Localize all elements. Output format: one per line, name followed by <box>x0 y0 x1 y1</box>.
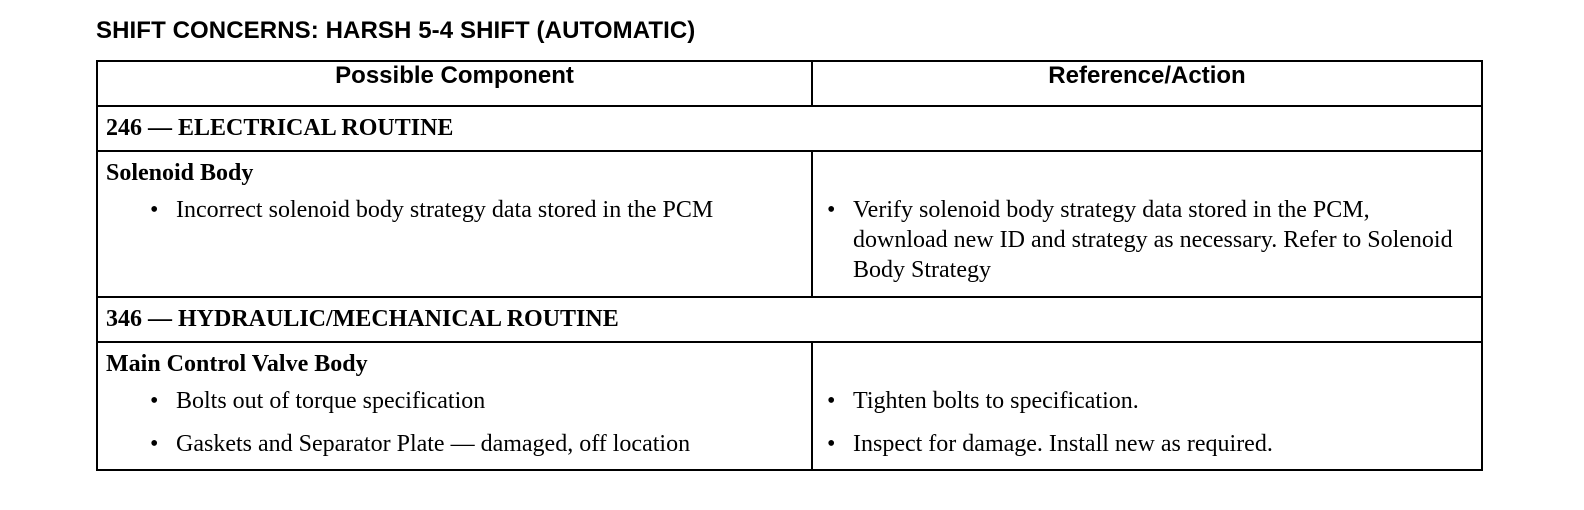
column-header-action: Reference/Action <box>812 61 1482 106</box>
action-text: Inspect for damage. Install new as required. <box>853 431 1273 457</box>
shift-concerns-table <box>96 60 1483 471</box>
list-item <box>98 386 811 416</box>
bullet-icon: • <box>150 388 159 414</box>
list-item <box>98 195 811 225</box>
list-item <box>98 429 811 459</box>
cause-text: Gaskets and Separator Plate — damaged, off location <box>176 431 691 457</box>
bullet-icon: • <box>827 197 836 223</box>
column-header-component: Possible Component <box>97 61 812 106</box>
bullet-icon: • <box>827 388 836 414</box>
component-cell <box>97 342 812 470</box>
section-heading-electrical: 246 — ELECTRICAL ROUTINE <box>97 106 1482 151</box>
list-item <box>813 429 1481 459</box>
component-cell <box>97 151 812 297</box>
table-header-row <box>97 61 1482 106</box>
cause-text: Bolts out of torque specification <box>176 388 486 414</box>
bullet-icon: • <box>150 197 159 223</box>
list-item <box>813 386 1481 416</box>
action-cell <box>812 151 1482 297</box>
table-row <box>97 342 1482 470</box>
bullet-icon: • <box>150 431 159 457</box>
component-name: Main Control Valve Body <box>106 351 368 377</box>
page-title: SHIFT CONCERNS: HARSH 5-4 SHIFT (AUTOMATIC) <box>96 17 696 44</box>
section-row-hydraulic <box>97 297 1482 342</box>
list-item <box>813 195 1481 285</box>
action-text: Verify solenoid body strategy data stored in the PCM, download new ID and strategy as necessary. Refer to Solenoid Body Strategy <box>853 197 1453 283</box>
section-row-electrical <box>97 106 1482 151</box>
component-name: Solenoid Body <box>106 160 254 186</box>
action-cell <box>812 342 1482 470</box>
table-row <box>97 151 1482 297</box>
section-heading-hydraulic: 346 — HYDRAULIC/MECHANICAL ROUTINE <box>97 297 1482 342</box>
action-text: Tighten bolts to specification. <box>853 388 1139 414</box>
cause-text: Incorrect solenoid body strategy data stored in the PCM <box>176 197 714 223</box>
bullet-icon: • <box>827 431 836 457</box>
